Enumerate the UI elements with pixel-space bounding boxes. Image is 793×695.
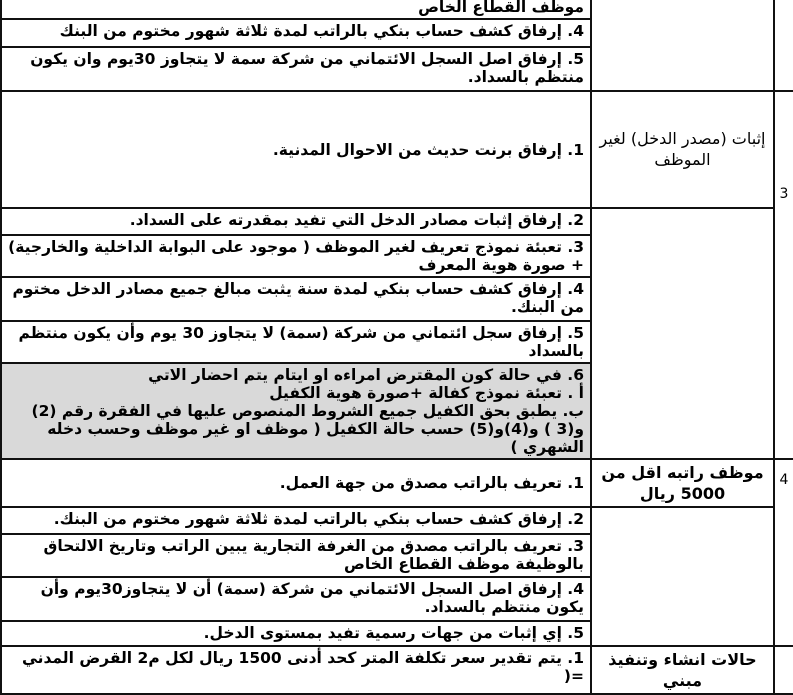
guarantor-line: 6. في حالة كون المقترض امراءه او ايتام يتم احضار الاتي (148, 366, 584, 384)
requirement-item-guarantor (1, 363, 591, 459)
row-number (774, 646, 793, 694)
row-number: 3 (774, 91, 793, 459)
row-number: 4 (774, 459, 793, 646)
category-label: إثبات (مصدر الدخل) لغير الموظف (591, 91, 774, 208)
category-label: حالات انشاء وتنفيذ مبني (591, 646, 774, 694)
requirement-item: 2. إرفاق إثبات مصادر الدخل التي تفيد بمقدرته على السداد. (1, 208, 591, 235)
requirement-item: موظف القطاع الخاص (1, 0, 591, 19)
requirement-item: 5. إي إثبات من جهات رسمية تفيد بمستوى الدخل. (1, 621, 591, 646)
requirement-item: 3. تعبئة نموذج تعريف لغير الموظف ( موجود على البوابة الداخلية والخارجية) + صورة هوية المعرف (1, 235, 591, 277)
requirement-item: 4. إرفاق كشف حساب بنكي بالراتب لمدة ثلاثة شهور مختوم من البنك (1, 19, 591, 47)
requirement-item: 3. تعريف بالراتب مصدق من الغرفة التجارية يبين الراتب وتاريخ الالتحاق بالوظيفة موظف القطاع الخاص (1, 534, 591, 577)
requirement-item: 1. يتم تقدير سعر تكلفة المتر كحد أدنى 1500 ريال لكل م2 القرض المدني =( (1, 646, 591, 694)
row-number (774, 0, 793, 91)
requirement-item: 1. إرفاق برنت حديث من الاحوال المدنية. (1, 91, 591, 208)
requirement-item: 2. إرفاق كشف حساب بنكي بالراتب لمدة ثلاثة شهور مختوم من البنك. (1, 507, 591, 534)
requirement-item: 5. إرفاق سجل ائتماني من شركة (سمة) لا يتجاوز 30 يوم وأن يكون منتظم بالسداد (1, 321, 591, 363)
guarantor-line: ب. يطبق بحق الكفيل جميع الشروط المنصوص عليها في الفقرة رقم (2) و(3 ) و(4)و(5) حسب حالة الكفيل ( موظف او غير موظف وحسب دخله الشهري ) (31, 402, 584, 456)
requirement-item: 4. إرفاق اصل السجل الائتماني من شركة (سمة) أن لا يتجاوز30يوم وأن يكون منتظم بالسداد. (1, 577, 591, 621)
guarantor-line: أ . تعبئة نموذج كفالة +صورة هوية الكفيل (269, 384, 584, 402)
requirement-item: 5. إرفاق اصل السجل الائتماني من شركة سمة لا يتجاوز 30يوم وان يكون منتظم بالسداد. (1, 47, 591, 91)
requirement-item: 4. إرفاق كشف حساب بنكي لمدة سنة يثبت مبالغ جميع مصادر الدخل مختوم من البنك. (1, 277, 591, 321)
category-cell (591, 208, 774, 459)
requirement-item: 1. تعريف بالراتب مصدق من جهة العمل. (1, 459, 591, 507)
category-cell (591, 507, 774, 646)
category-cell (591, 0, 774, 91)
category-label: موظف راتبه اقل من 5000 ريال (591, 459, 774, 507)
